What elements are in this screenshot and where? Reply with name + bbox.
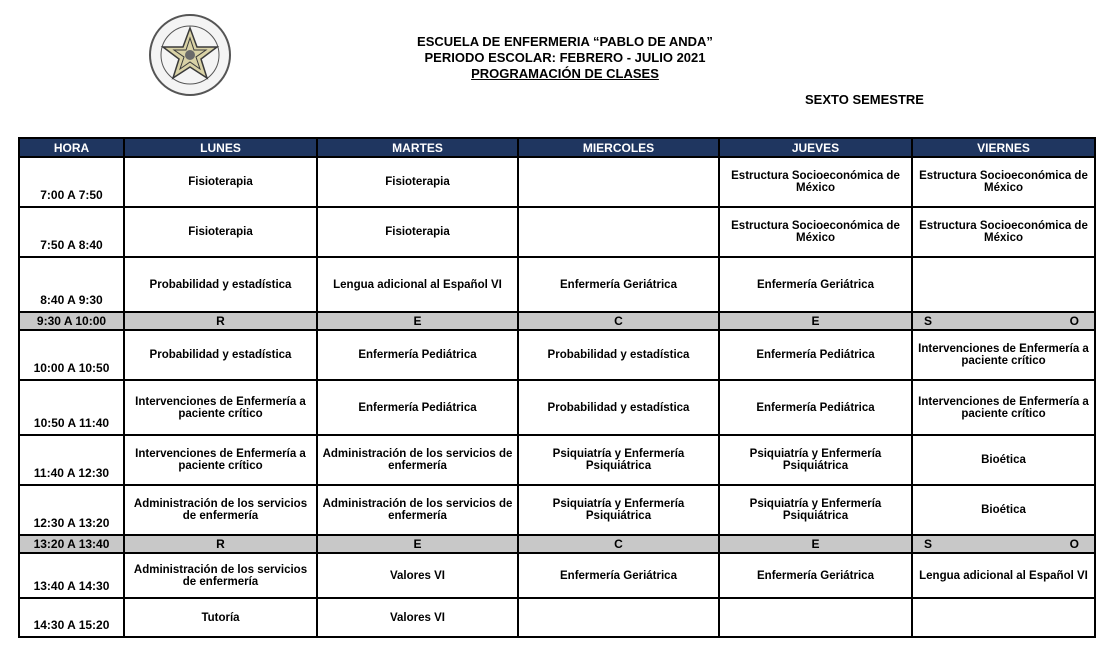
class-cell: Enfermería Geriátrica	[719, 553, 912, 598]
table-row	[19, 553, 1095, 598]
class-cell: Psiquiatría y Enfermería Psiquiátrica	[518, 435, 719, 485]
time-cell: 13:40 A 14:30	[19, 553, 124, 598]
col-header-hora: HORA	[19, 138, 124, 157]
class-cell: Probabilidad y estadística	[124, 257, 317, 312]
time-cell: 7:00 A 7:50	[19, 157, 124, 207]
table-header-row	[19, 138, 1095, 157]
class-cell: Intervenciones de Enfermería a paciente crítico	[124, 435, 317, 485]
class-cell: Enfermería Geriátrica	[518, 257, 719, 312]
recess-letter: S	[924, 537, 933, 551]
class-cell: Enfermería Pediátrica	[719, 330, 912, 380]
time-cell: 14:30 A 15:20	[19, 598, 124, 637]
table-row	[19, 157, 1095, 207]
recess-letter: E	[719, 312, 912, 330]
class-cell: Tutoría	[124, 598, 317, 637]
table-row	[19, 330, 1095, 380]
class-cell: Administración de los servicios de enfermería	[317, 435, 518, 485]
class-cell: Probabilidad y estadística	[518, 330, 719, 380]
class-cell: Administración de los servicios de enfermería	[317, 485, 518, 535]
class-cell: Psiquiatría y Enfermería Psiquiátrica	[719, 485, 912, 535]
class-cell: Fisioterapia	[317, 157, 518, 207]
document-header	[330, 34, 800, 82]
col-header-viernes: VIERNES	[912, 138, 1095, 157]
class-cell: Estructura Socioeconómica de México	[912, 207, 1095, 257]
time-cell: 10:00 A 10:50	[19, 330, 124, 380]
class-cell	[719, 598, 912, 637]
recess-letter: R	[124, 312, 317, 330]
class-cell: Fisioterapia	[124, 157, 317, 207]
school-name: ESCUELA DE ENFERMERIA “PABLO DE ANDA”	[417, 34, 713, 49]
recess-letter-pair	[912, 535, 1095, 553]
class-cell	[912, 257, 1095, 312]
class-cell: Intervenciones de Enfermería a paciente crítico	[912, 330, 1095, 380]
class-cell: Estructura Socioeconómica de México	[912, 157, 1095, 207]
class-cell: Bioética	[912, 485, 1095, 535]
table-row	[19, 598, 1095, 637]
col-header-lunes: LUNES	[124, 138, 317, 157]
class-cell: Psiquiatría y Enfermería Psiquiátrica	[518, 485, 719, 535]
time-cell: 13:20 A 13:40	[19, 535, 124, 553]
class-cell: Administración de los servicios de enfermería	[124, 553, 317, 598]
time-cell: 7:50 A 8:40	[19, 207, 124, 257]
program-title: PROGRAMACIÓN DE CLASES	[471, 66, 659, 81]
class-cell: Lengua adicional al Español VI	[317, 257, 518, 312]
class-cell: Enfermería Pediátrica	[317, 380, 518, 435]
recess-letter: E	[317, 535, 518, 553]
col-header-miercoles: MIERCOLES	[518, 138, 719, 157]
class-cell: Intervenciones de Enfermería a paciente crítico	[912, 380, 1095, 435]
class-cell: Intervenciones de Enfermería a paciente crítico	[124, 380, 317, 435]
col-header-jueves: JUEVES	[719, 138, 912, 157]
class-cell: Enfermería Geriátrica	[518, 553, 719, 598]
col-header-martes: MARTES	[317, 138, 518, 157]
recess-row	[19, 312, 1095, 330]
recess-letter: O	[1069, 314, 1079, 328]
semester-label: SEXTO SEMESTRE	[805, 92, 924, 107]
time-cell: 10:50 A 11:40	[19, 380, 124, 435]
table-row	[19, 485, 1095, 535]
recess-letter: E	[719, 535, 912, 553]
class-cell: Administración de los servicios de enfermería	[124, 485, 317, 535]
table-row	[19, 435, 1095, 485]
recess-letter: C	[518, 535, 719, 553]
school-logo	[140, 12, 240, 98]
table-row	[19, 380, 1095, 435]
class-cell	[912, 598, 1095, 637]
class-cell: Psiquiatría y Enfermería Psiquiátrica	[719, 435, 912, 485]
school-period: PERIODO ESCOLAR: FEBRERO - JULIO 2021	[424, 50, 706, 65]
class-cell	[518, 157, 719, 207]
class-cell: Enfermería Pediátrica	[719, 380, 912, 435]
class-cell: Lengua adicional al Español VI	[912, 553, 1095, 598]
star-seal-icon	[140, 12, 240, 98]
time-cell: 11:40 A 12:30	[19, 435, 124, 485]
class-cell: Estructura Socioeconómica de México	[719, 207, 912, 257]
recess-row	[19, 535, 1095, 553]
recess-letter-pair	[912, 312, 1095, 330]
class-cell: Probabilidad y estadística	[518, 380, 719, 435]
recess-letter: R	[124, 535, 317, 553]
class-cell	[518, 598, 719, 637]
class-cell: Enfermería Pediátrica	[317, 330, 518, 380]
class-cell: Valores VI	[317, 598, 518, 637]
recess-letter: O	[1069, 537, 1079, 551]
class-cell: Probabilidad y estadística	[124, 330, 317, 380]
class-cell	[518, 207, 719, 257]
recess-letter: S	[924, 314, 933, 328]
class-cell: Valores VI	[317, 553, 518, 598]
recess-letter: C	[518, 312, 719, 330]
class-cell: Estructura Socioeconómica de México	[719, 157, 912, 207]
table-row	[19, 257, 1095, 312]
class-cell: Bioética	[912, 435, 1095, 485]
class-cell: Fisioterapia	[317, 207, 518, 257]
table-row	[19, 207, 1095, 257]
class-cell: Fisioterapia	[124, 207, 317, 257]
time-cell: 12:30 A 13:20	[19, 485, 124, 535]
time-cell: 8:40 A 9:30	[19, 257, 124, 312]
class-cell: Enfermería Geriátrica	[719, 257, 912, 312]
class-schedule-table	[18, 137, 1096, 638]
time-cell: 9:30 A 10:00	[19, 312, 124, 330]
recess-letter: E	[317, 312, 518, 330]
